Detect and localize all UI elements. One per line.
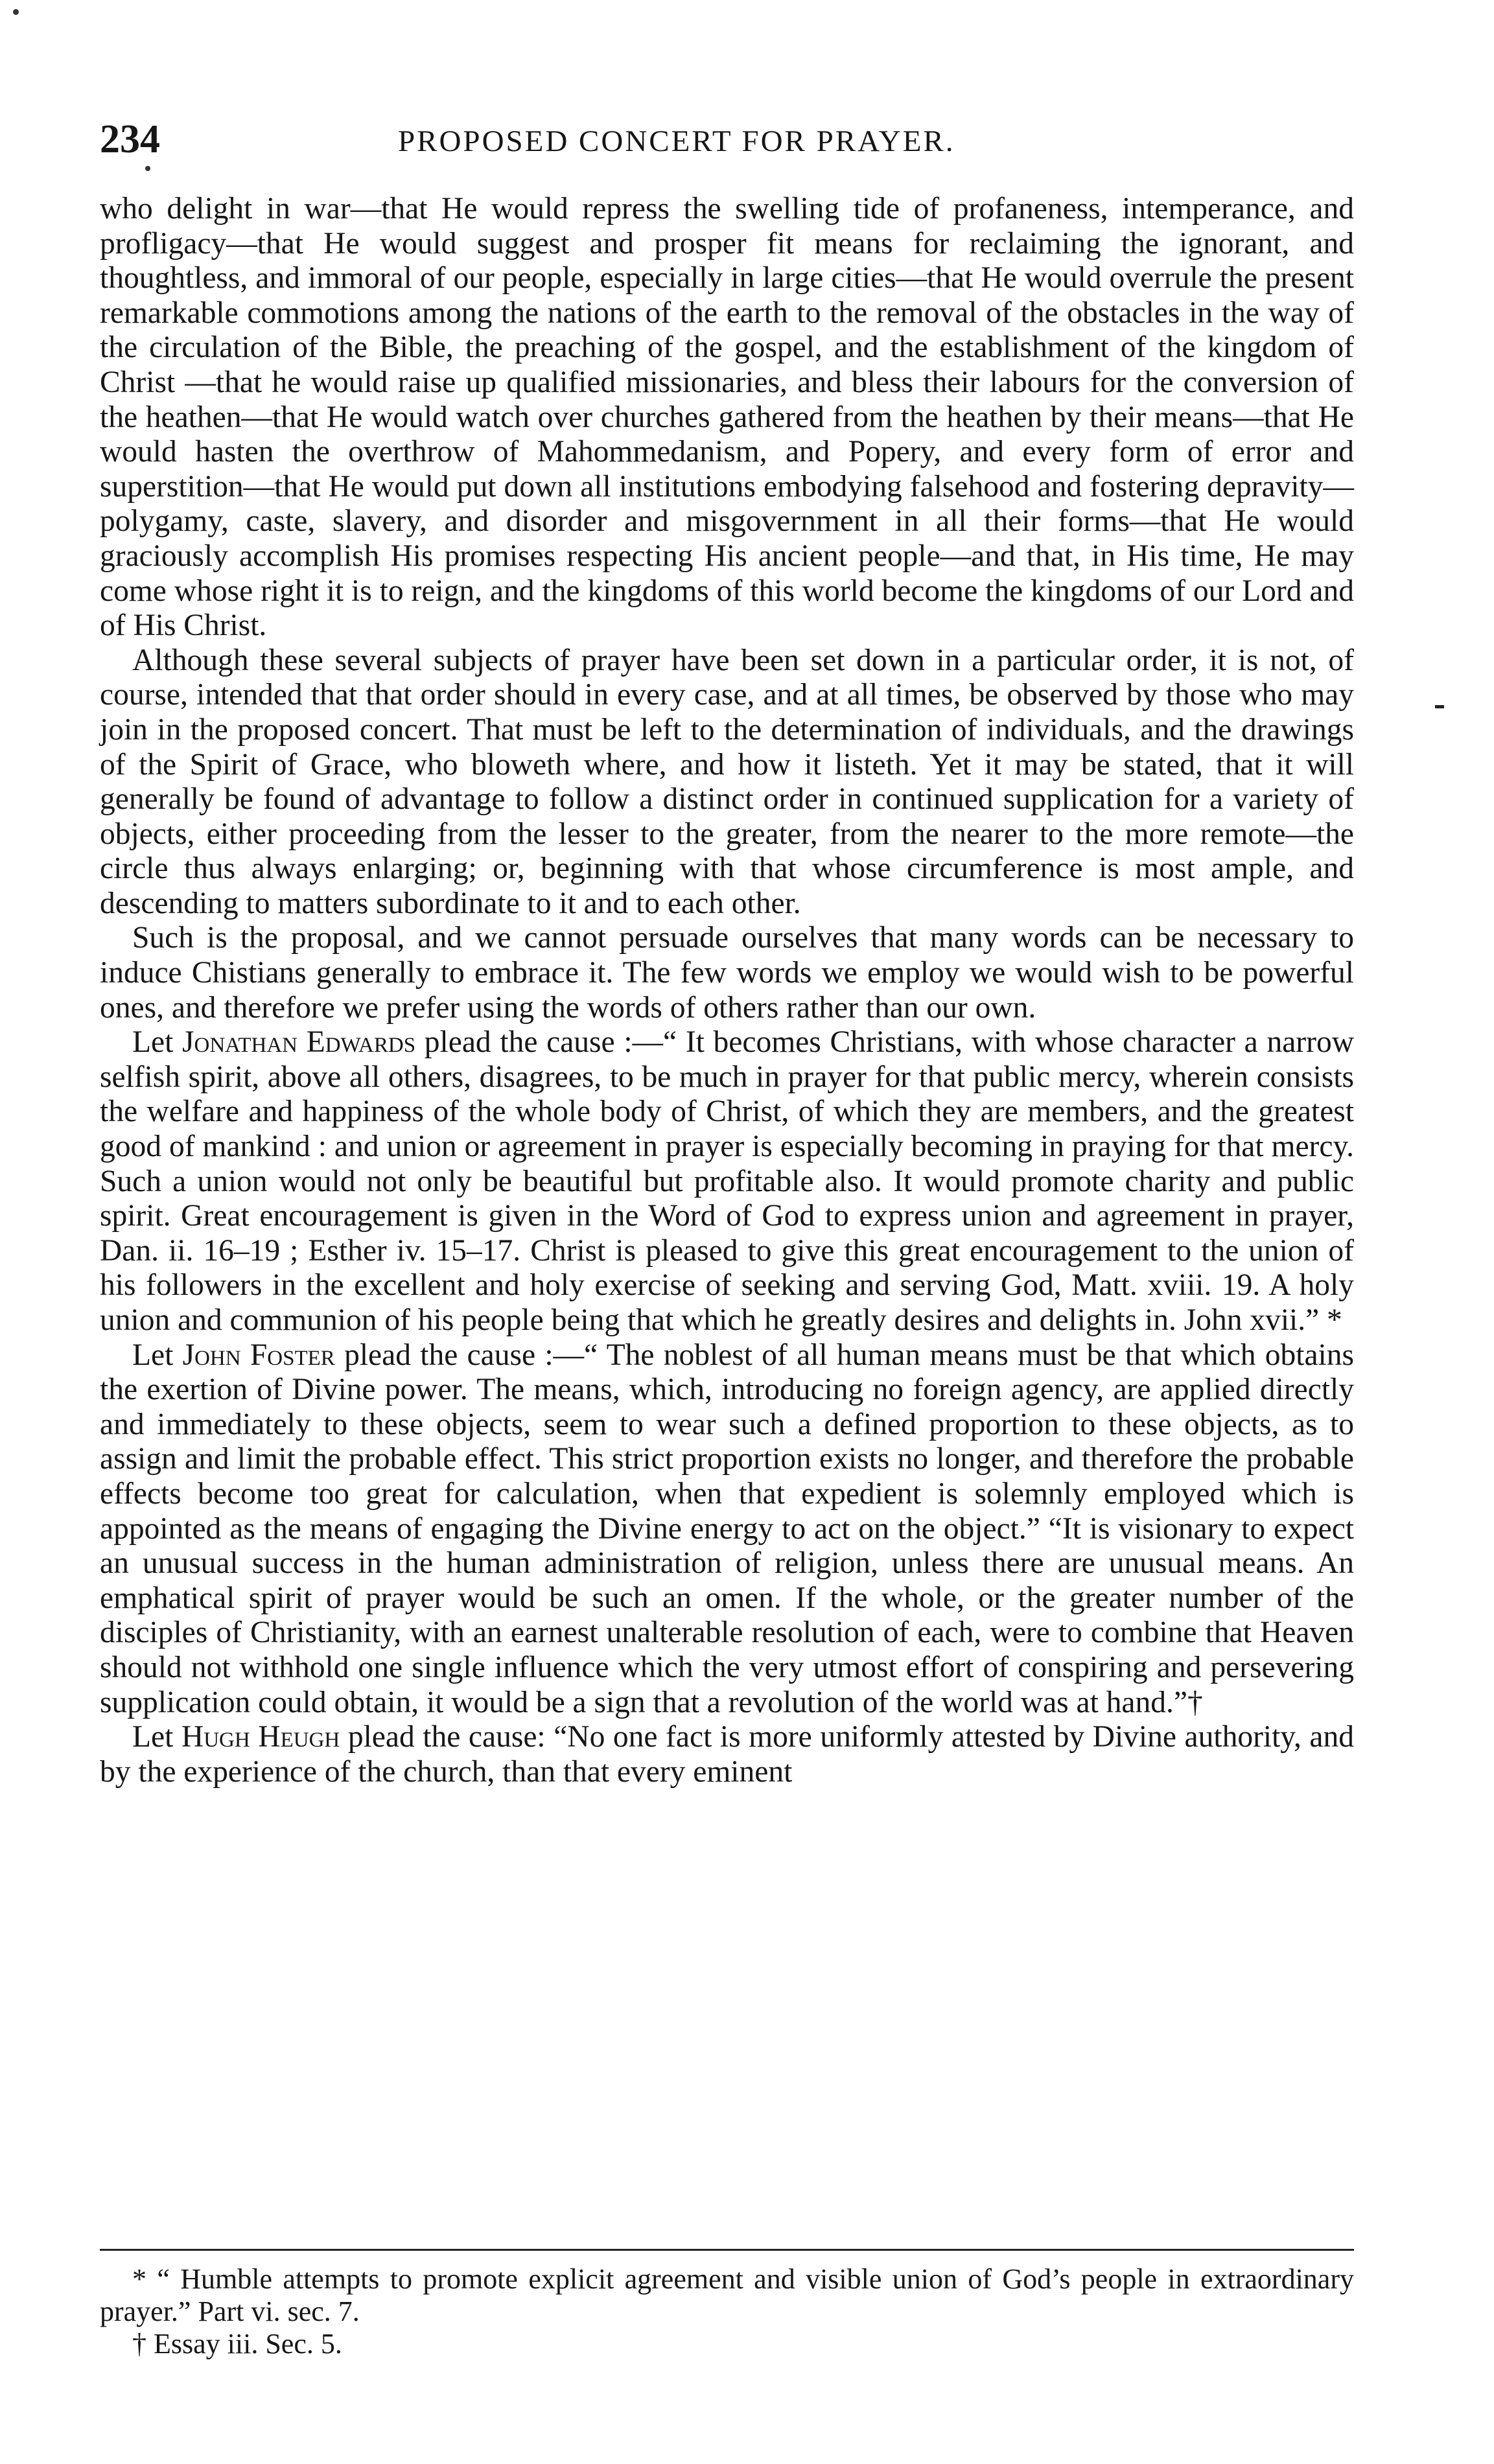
stray-print-mark bbox=[145, 166, 150, 171]
paragraph: who delight in war—that He would repress the swelling tide of profaneness, intemperance, and profligacy—that He would suggest and prosper fit means for reclaiming the ignorant, and thoughtless, and immoral of our people, especially in large cities—that He would overrule the present remarkable commotions among the nations of the earth to the removal of the obstacles in the way of the circulation of the Bible, the preaching of the gospel, and the establishment of the kingdom of Christ —that he would raise up qualified missionaries, and bless their labours for the conversion of the heathen—that He would watch over churches gathered from the heathen by their means—that He would hasten the overthrow of Mahommedanism, and Popery, and every form of error and superstition—that He would put down all institutions embodying falsehood and fostering depravity—polygamy, caste, slavery, and disorder and misgovernment in all their forms—that He would graciously accomplish His promises respecting His ancient people—and that, in His time, He may come whose right it is to reign, and the kingdoms of this world become the kingdoms of our Lord and of His Christ. bbox=[100, 192, 1354, 643]
stray-print-mark bbox=[1435, 705, 1444, 708]
body-text bbox=[100, 192, 1354, 1789]
lead-text: Let bbox=[132, 1720, 181, 1754]
quotation: plead the cause: “No one fact is more uniformly attested by Divine authority, and by the experience of the church, than that every eminent bbox=[100, 1720, 1354, 1789]
footnote-divider bbox=[100, 2249, 1354, 2251]
quotation: plead the cause :—“ The noblest of all human means must be that which obtains the exertion of Divine power. The means, which, introducing no foreign agency, are applied directly and immediately to these objects, seem to wear such a defined proportion to these objects, as to assign and limit the probable effect. This strict proportion exists no longer, and therefore the probable effects become too great for calculation, when that expedient is solemnly employed which is appointed as the means of engaging the Divine energy to act on the object.” “It is visionary to expect an unusual success in the human administration of religion, unless there are unusual means. An emphatical spirit of prayer would be such an omen. If the whole, or the greater number of the disciples of Christianity, with an earnest unalterable resolution of each, were to combine that Heaven should not withhold one single influence which the very utmost effort of conspiring and persevering supplication could obtain, it would be a sign that a revolution of the world was at hand.”† bbox=[100, 1338, 1354, 1719]
page-header bbox=[100, 117, 1370, 162]
lead-text: Let bbox=[132, 1025, 183, 1060]
paragraph: Although these several subjects of prayer have been set down in a particular order, it is not, of course, intended that that order should in every case, and at all times, be observed by those who may join in the proposed concert. That must be left to the determination of individuals, and the drawings of the Spirit of Grace, who bloweth where, and how it listeth. Yet it may be stated, that it will generally be found of advantage to follow a distinct order in continued supplication for a variety of objects, either proceeding from the lesser to the greater, from the nearer to the more remote—the circle thus always enlarging; or, beginning with that whose circumference is most ample, and descending to matters subordinate to it and to each other. bbox=[100, 643, 1354, 920]
footnotes bbox=[100, 2263, 1354, 2360]
footnote: * “ Humble attempts to promote explicit agreement and visible union of God’s people in extraordinary prayer.” Part vi. sec. 7. bbox=[100, 2263, 1354, 2327]
lead-text: Let bbox=[132, 1338, 183, 1372]
author-name: John Foster bbox=[182, 1338, 335, 1372]
paragraph-heugh bbox=[100, 1720, 1354, 1789]
stray-print-mark bbox=[13, 9, 19, 15]
author-name: Hugh Heugh bbox=[181, 1720, 340, 1754]
paragraph-edwards bbox=[100, 1025, 1354, 1338]
running-head: PROPOSED CONCERT FOR PRAYER. bbox=[398, 124, 955, 158]
paragraph-foster bbox=[100, 1338, 1354, 1721]
paragraph: Such is the proposal, and we cannot persuade ourselves that many words can be necessary to induce Chistians generally to embrace it. The few words we employ we would wish to be powerful ones, and therefore we prefer using the words of others rather than our own. bbox=[100, 921, 1354, 1025]
footnote: † Essay iii. Sec. 5. bbox=[132, 2328, 342, 2360]
author-name: Jonathan Edwards bbox=[182, 1025, 416, 1060]
page-number: 234 bbox=[100, 117, 160, 161]
quotation: plead the cause :—“ It becomes Christians, with whose character a narrow selfish spirit, above all others, disagrees, to be much in prayer for that public mercy, wherein consists the welfare and happiness of the whole body of Christ, of which they are members, and the greatest good of mankind : and union or agreement in prayer is especially becoming in praying for that mercy. Such a union would not only be beautiful but profitable also. It would promote charity and public spirit. Great encouragement is given in the Word of God to express union and agreement in prayer, Dan. ii. 16–19 ; Esther iv. 15–17. Christ is pleased to give this great encouragement to the union of his followers in the excellent and holy exercise of seeking and serving God, Matt. xviii. 19. A holy union and communion of his people being that which he greatly desires and delights in. John xvii.” * bbox=[100, 1025, 1354, 1337]
